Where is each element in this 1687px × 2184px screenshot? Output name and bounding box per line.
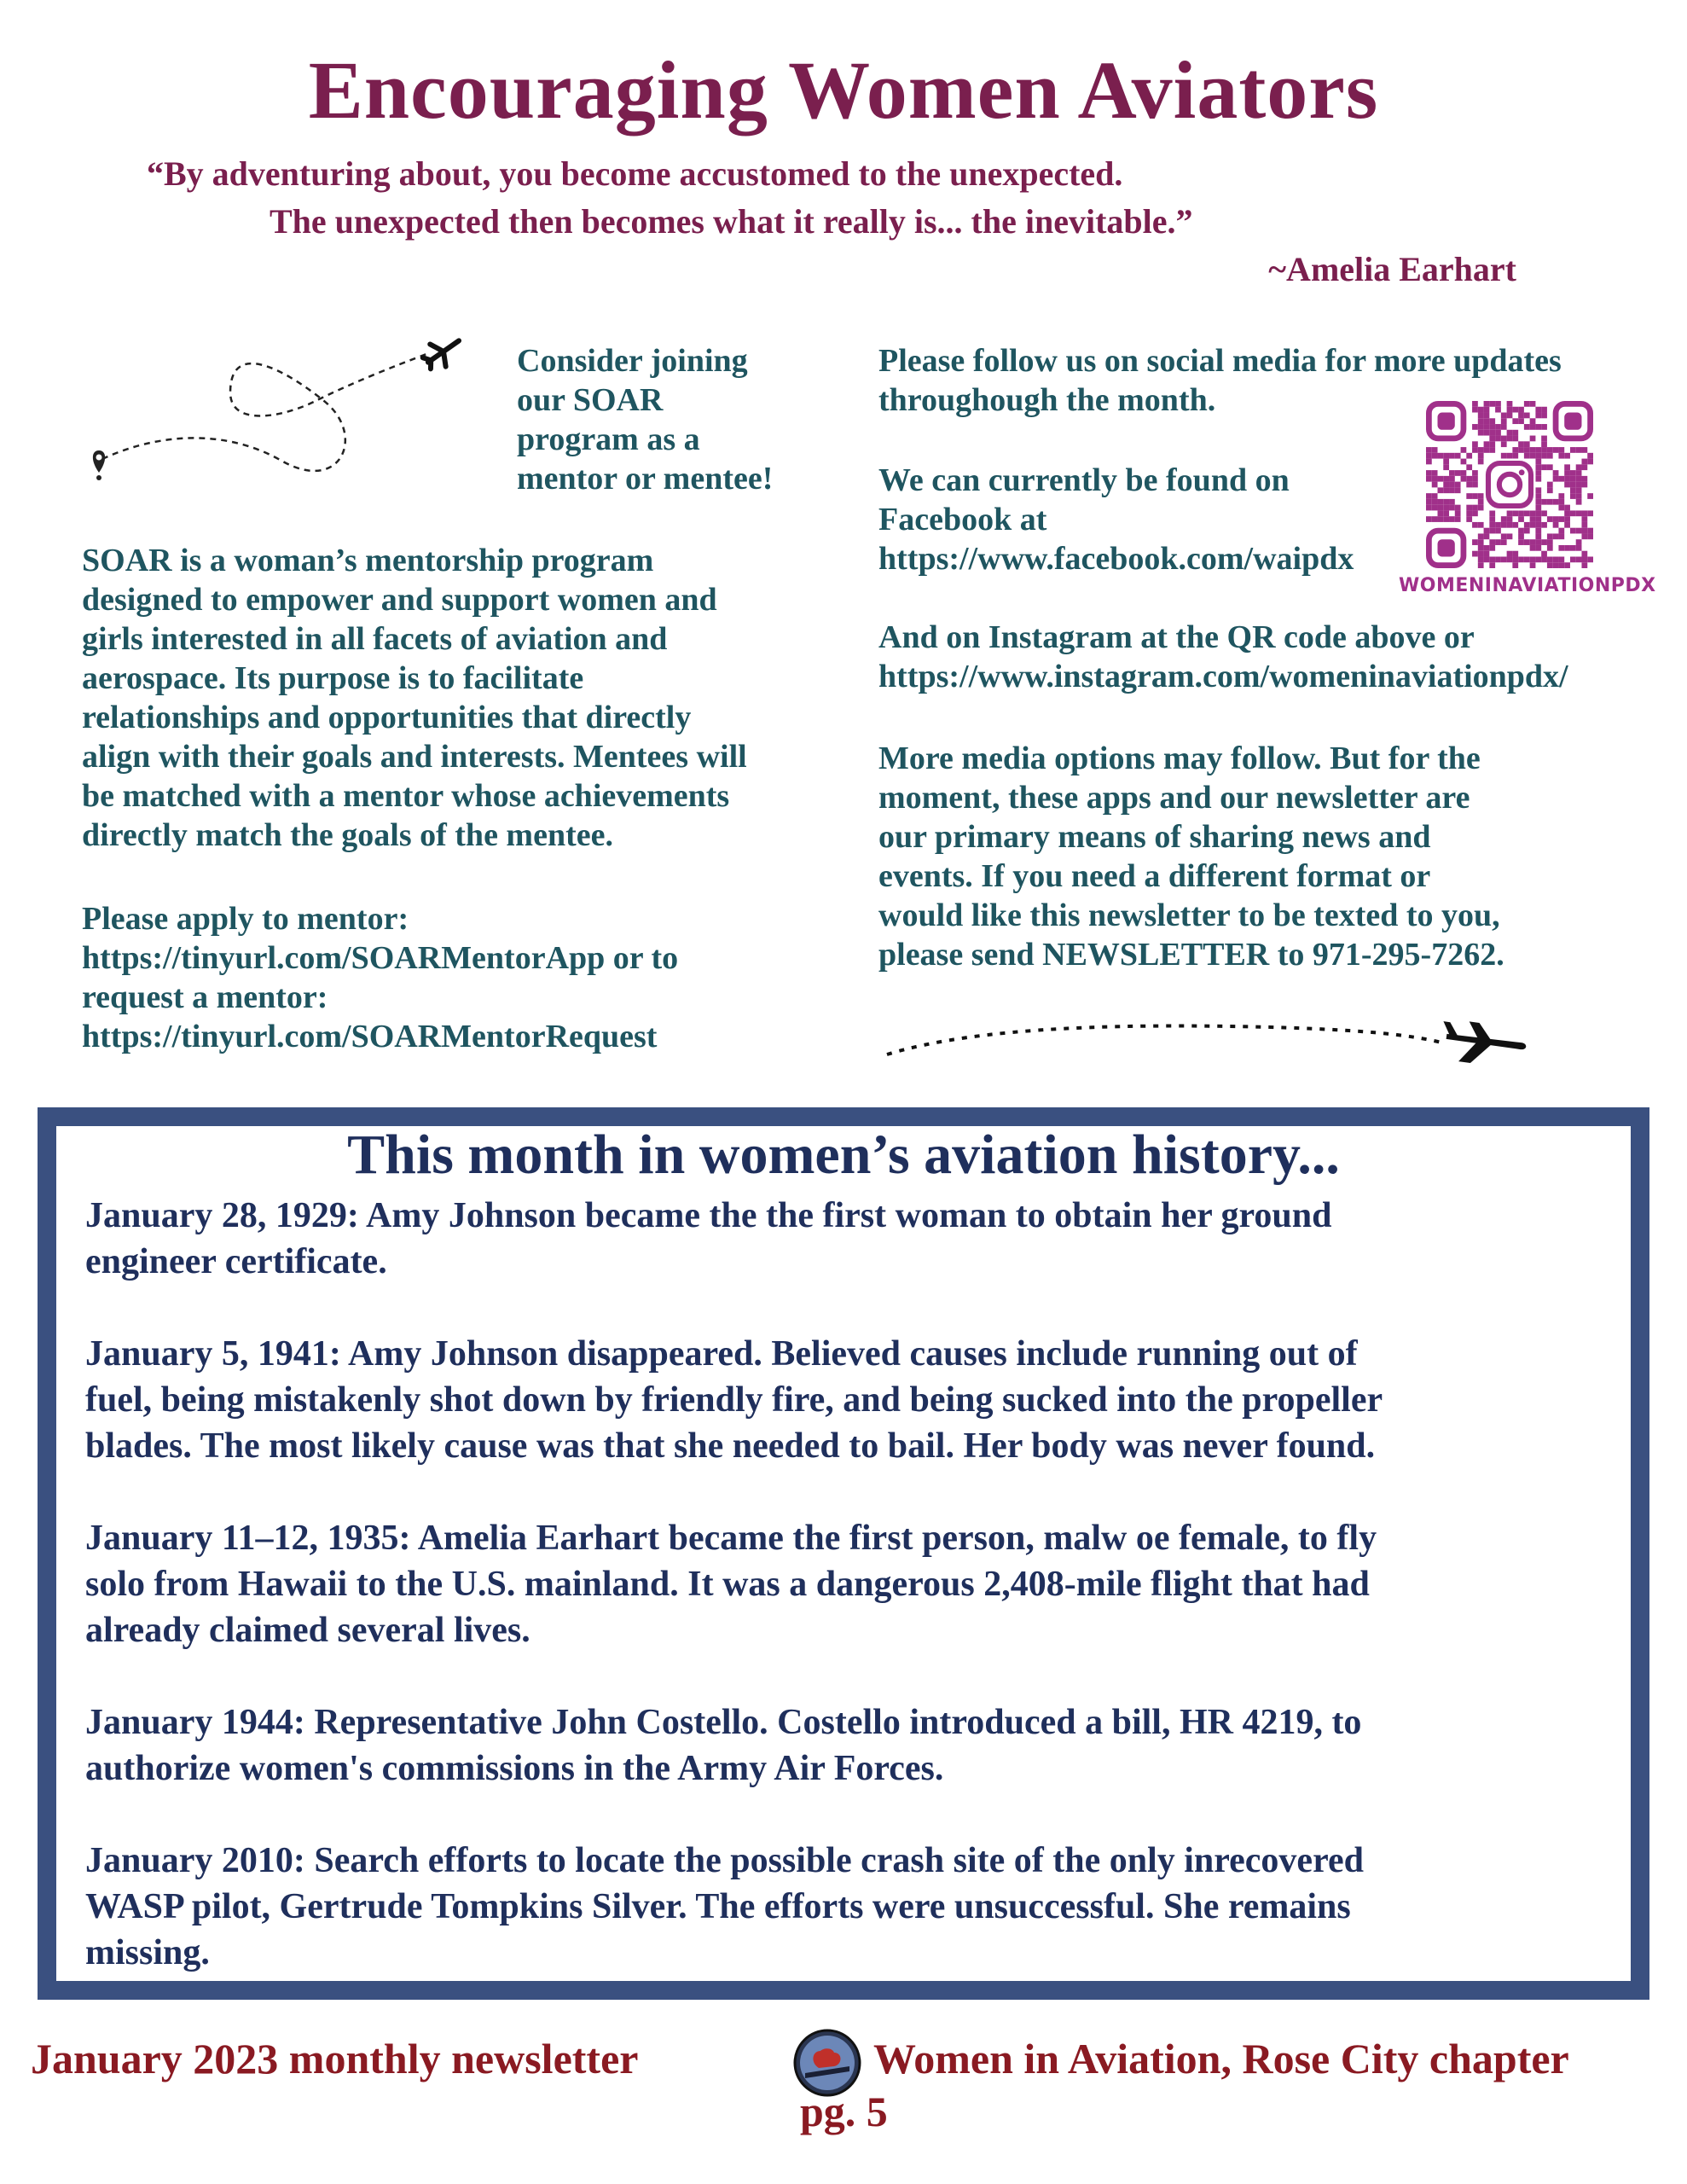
text-line: authorize women's commissions in the Army Air Forces. xyxy=(85,1749,944,1788)
text-line: January 5, 1941: Amy Johnson disappeared. Believed causes include running out of xyxy=(85,1334,1358,1374)
text-line: January 1944: Representative John Costello. Costello introduced a bill, HR 4219, to xyxy=(85,1703,1362,1742)
text-line: January 2010: Search efforts to locate the possible crash site of the only inrecovered xyxy=(85,1841,1364,1880)
text-line: And on Instagram at the QR code above or xyxy=(878,619,1475,655)
text-line: We can currently be found on xyxy=(878,462,1290,498)
page-title: Encouraging Women Aviators xyxy=(308,44,1379,136)
quote-attribution: ~Amelia Earhart xyxy=(1268,250,1516,288)
text-line: More media options may follow. But for the xyxy=(878,741,1481,776)
facebook-link[interactable]: https://www.facebook.com/waipdx xyxy=(878,541,1354,577)
flight-path-illustration-bottom xyxy=(878,1008,1527,1068)
text-line: blades. The most likely cause was that she needed to bail. Her body was never found. xyxy=(85,1426,1376,1466)
text-line: aerospace. Its purpose is to facilitate xyxy=(82,660,584,696)
soar-callout xyxy=(517,341,824,498)
quote-line-2: The unexpected then becomes what it really is... the inevitable.” xyxy=(270,202,1193,241)
qr-label: WOMENINAVIATIONPDX xyxy=(1399,575,1656,596)
history-entry xyxy=(85,1838,1620,1976)
text-line: Please follow us on social media for more updates xyxy=(878,343,1562,379)
text-line: fuel, being mistakenly shot down by friendly fire, and being sucked into the propeller xyxy=(85,1380,1383,1420)
text-line: events. If you need a different format or xyxy=(878,858,1431,894)
text-line: January 11–12, 1935: Amelia Earhart became the first person, malw oe female, to fly xyxy=(85,1519,1377,1558)
history-entry xyxy=(85,1193,1620,1285)
text-line: engineer certificate. xyxy=(85,1242,387,1281)
text-line: our SOAR xyxy=(517,382,664,418)
history-entry xyxy=(85,1331,1620,1469)
footer-newsletter: January 2023 monthly newsletter xyxy=(31,2035,639,2082)
text-line: relationships and opportunities that directly xyxy=(82,700,692,735)
history-entry xyxy=(85,1699,1620,1792)
airplane-icon xyxy=(1438,1018,1527,1068)
text-line: mentor or mentee! xyxy=(517,461,774,497)
text-line: align with their goals and interests. Mentees will xyxy=(82,739,747,775)
text-line: throughough the month. xyxy=(878,382,1216,418)
text-line: already claimed several lives. xyxy=(85,1611,530,1650)
text-line: moment, these apps and our newsletter are xyxy=(878,780,1470,816)
airplane-icon xyxy=(419,333,467,375)
qr-code-icon[interactable] xyxy=(1426,401,1593,568)
text-line: girls interested in all facets of aviation and xyxy=(82,621,668,657)
social-instagram xyxy=(878,618,1663,696)
instagram-icon xyxy=(1484,459,1536,511)
history-entry xyxy=(85,1515,1620,1653)
page-number: pg. 5 xyxy=(800,2088,888,2135)
more-media-note xyxy=(878,739,1629,974)
soar-description xyxy=(82,541,832,855)
text-line: our primary means of sharing news and xyxy=(878,819,1431,855)
text-line: WASP pilot, Gertrude Tompkins Silver. The efforts were unsuccessful. She remains xyxy=(85,1887,1351,1926)
text-line: missing. xyxy=(85,1933,210,1972)
text-line: please send NEWSLETTER to 971-295-7262. xyxy=(878,937,1504,973)
mentor-request-link[interactable]: https://tinyurl.com/SOARMentorRequest xyxy=(82,1019,658,1054)
flight-path-illustration xyxy=(85,333,478,495)
text-line: Facebook at xyxy=(878,502,1047,537)
quote-line-1: “By adventuring about, you become accustomed to the unexpected. xyxy=(147,154,1123,193)
history-title: This month in women’s aviation history... xyxy=(347,1124,1340,1186)
text-line: solo from Hawaii to the U.S. mainland. It was a dangerous 2,408-mile flight that had xyxy=(85,1565,1370,1604)
social-facebook xyxy=(878,461,1390,578)
footer-chapter: Women in Aviation, Rose City chapter xyxy=(873,2035,1569,2082)
text-line: January 28, 1929: Amy Johnson became the the first woman to obtain her ground xyxy=(85,1196,1332,1235)
text-line: would like this newsletter to be texted to you, xyxy=(878,897,1500,933)
text-line: SOAR is a woman’s mentorship program xyxy=(82,543,654,578)
text-line: directly match the goals of the mentee. xyxy=(82,817,613,853)
text-line: Consider joining xyxy=(517,343,748,379)
soar-apply xyxy=(82,899,832,1056)
text-line: program as a xyxy=(517,421,700,457)
mentor-app-link[interactable]: https://tinyurl.com/SOARMentorApp or to xyxy=(82,940,679,976)
instagram-link[interactable]: https://www.instagram.com/womeninaviationpdx/ xyxy=(878,659,1568,694)
text-line: designed to empower and support women and xyxy=(82,582,717,618)
text-line: be matched with a mentor whose achievements xyxy=(82,778,730,814)
text-line: request a mentor: xyxy=(82,979,328,1015)
text-line: Please apply to mentor: xyxy=(82,901,409,937)
location-pin-icon xyxy=(93,450,105,480)
